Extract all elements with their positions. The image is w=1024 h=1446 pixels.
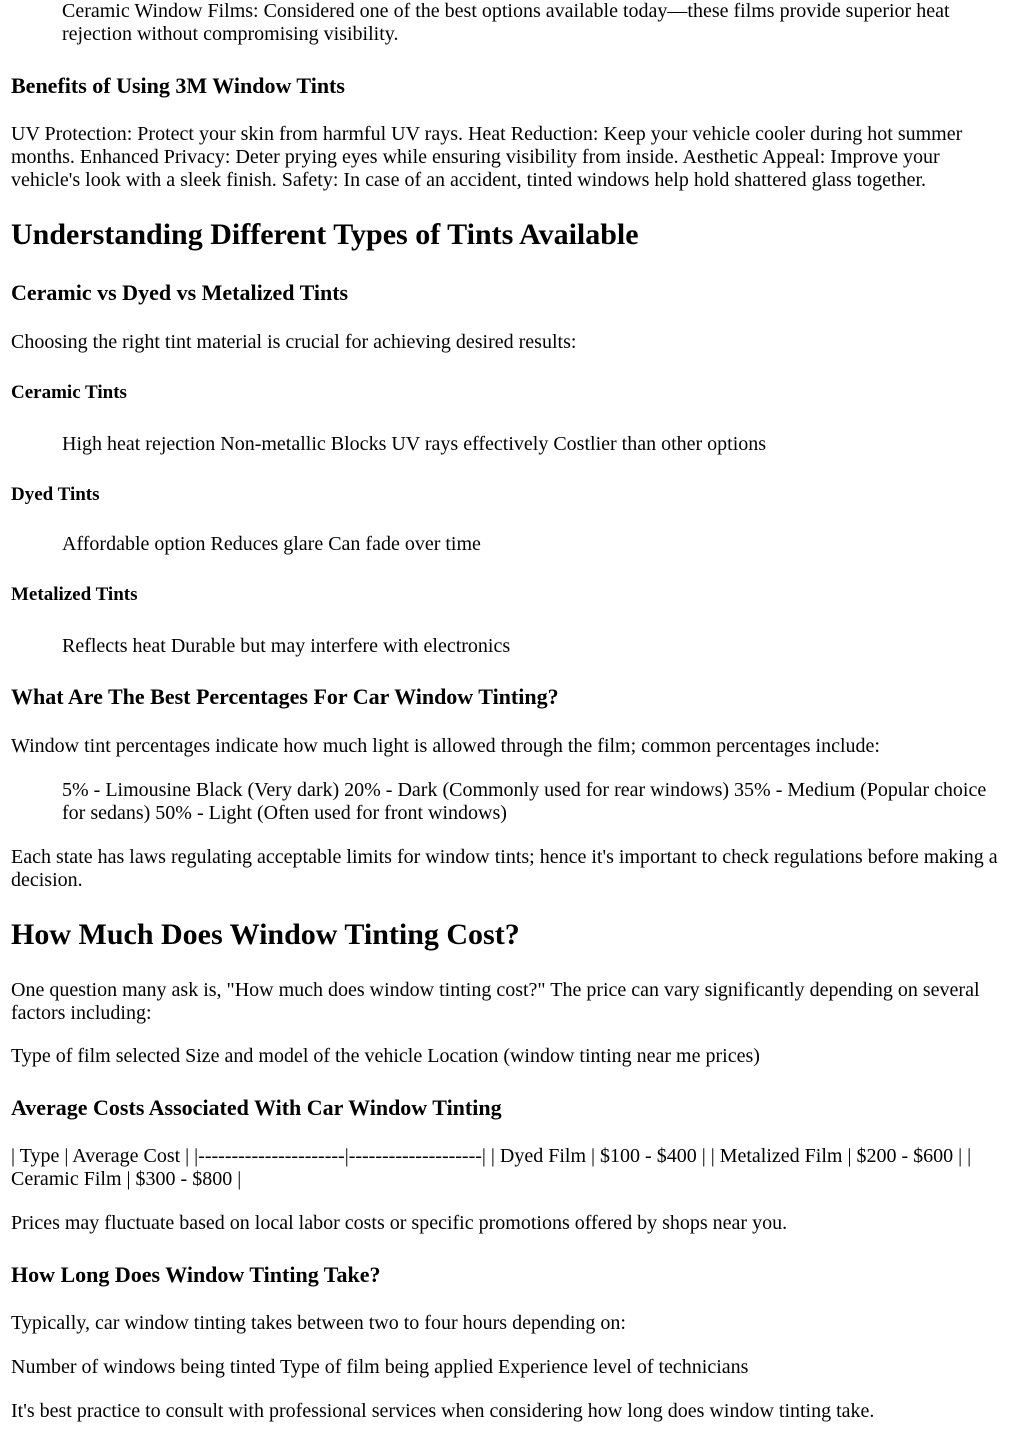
dyed-tints-heading: Dyed Tints [11,484,100,505]
best-practice-paragraph: It's best practice to consult with professional services when considering how long does window tinting take. [11,1400,875,1422]
percentages-intro-paragraph: Window tint percentages indicate how much light is allowed through the film; common percentages include: [11,735,880,757]
percentages-list: 5% - Limousine Black (Very dark) 20% - Dark (Commonly used for rear windows) 35% - Medium (Popular choice for sedans) 50% - Light (Often used for front windows) [62,779,987,824]
ceramic-tints-list: High heat rejection Non-metallic Blocks UV rays effectively Costlier than other options [62,433,767,455]
typically-paragraph: Typically, car window tinting takes between two to four hours depending on: [11,1312,626,1334]
ceramic-vs-dyed-heading: Ceramic vs Dyed vs Metalized Tints [11,280,349,305]
state-laws-paragraph: Each state has laws regulating acceptable limits for window tints; hence it's important to check regulations before making a decision. [11,846,998,891]
best-percentages-heading: What Are The Best Percentages For Car Window Tinting? [11,684,559,709]
time-factors-paragraph: Number of windows being tinted Type of film being applied Experience level of technicians [11,1356,749,1378]
choosing-paragraph: Choosing the right tint material is crucial for achieving desired results: [11,331,577,353]
understanding-types-heading: Understanding Different Types of Tints Available [11,218,639,251]
average-costs-heading: Average Costs Associated With Car Window Tinting [11,1095,502,1120]
how-long-heading: How Long Does Window Tinting Take? [11,1262,381,1287]
ceramic-tints-heading: Ceramic Tints [11,382,127,403]
benefits-paragraph: UV Protection: Protect your skin from harmful UV rays. Heat Reduction: Keep your vehicle cooler during hot summer months. Enhanced Privacy: Deter prying eyes while ensuring visibility from inside. Aesthetic Appeal: Improve your vehicle's look with a sleek finish. Safety: In case of an accident, tinted windows help hold shattered glass together. [11,123,963,191]
tinting-cost-heading: How Much Does Window Tinting Cost? [11,918,520,951]
metalized-tints-heading: Metalized Tints [11,584,138,605]
cost-factors-paragraph: Type of film selected Size and model of the vehicle Location (window tinting near me prices) [11,1045,760,1067]
cost-table-text: | Type | Average Cost | |----------------------|--------------------| | Dyed Film | $100 - $400 | | Metalized Film | $200 - $600 | | Ceramic Film | $300 - $800 | [11,1145,972,1190]
cost-intro-paragraph: One question many ask is, "How much does window tinting cost?" The price can vary significantly depending on several factors including: [11,979,980,1024]
ceramic-films-paragraph: Ceramic Window Films: Considered one of the best options available today—these films provide superior heat rejection without compromising visibility. [62,0,950,45]
fluctuate-paragraph: Prices may fluctuate based on local labor costs or specific promotions offered by shops near you. [11,1212,788,1234]
benefits-heading: Benefits of Using 3M Window Tints [11,73,345,98]
dyed-tints-list: Affordable option Reduces glare Can fade over time [62,533,481,555]
metalized-tints-list: Reflects heat Durable but may interfere with electronics [62,635,511,657]
